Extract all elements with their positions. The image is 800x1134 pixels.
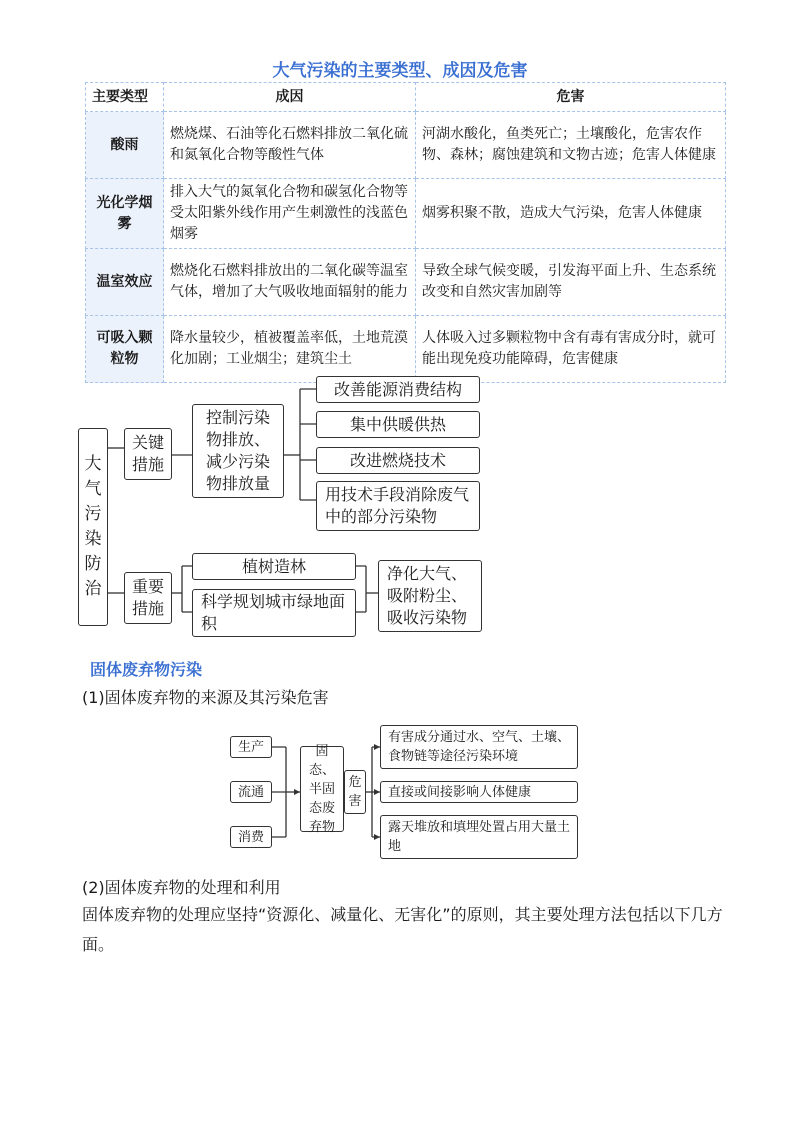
source-box bbox=[230, 826, 272, 848]
effect-box bbox=[378, 560, 482, 632]
source-box bbox=[230, 736, 272, 758]
row-cause: 排入大气的氮氧化合物和碳氢化合物等受太阳紫外线作用产生刺激性的浅蓝色烟雾 bbox=[164, 179, 416, 249]
control-box bbox=[192, 404, 284, 498]
harm-box bbox=[380, 815, 578, 859]
root-box bbox=[78, 428, 108, 626]
root-label: 大气污染防治 bbox=[84, 454, 102, 599]
row-harm: 导致全球气候变暖，引发海平面上升、生态系统改变和自然灾害加剧等 bbox=[416, 249, 726, 316]
harm-text: 有害成分通过水、空气、土壤、食物链等途径污染环境 bbox=[388, 730, 571, 764]
subheading-1: (1)固体废弃物的来源及其污染危害 bbox=[82, 688, 329, 707]
control-item-box bbox=[316, 481, 480, 531]
row-harm: 烟雾积聚不散，造成大气污染，危害人体健康 bbox=[416, 179, 726, 249]
header-type: 主要类型 bbox=[86, 83, 164, 112]
row-harm: 人体吸入过多颗粒物中含有毒有害成分时，就可能出现免疫功能障碍，危害健康 bbox=[416, 316, 726, 383]
control-label: 控制污染物排放、减少污染物排放量 bbox=[205, 408, 270, 493]
row-type: 可吸入颗粒物 bbox=[86, 316, 164, 383]
harm-label: 危害 bbox=[348, 775, 362, 809]
control-item-label: 改进燃烧技术 bbox=[349, 450, 446, 470]
page-title: 大气污染的主要类型、成因及危害 bbox=[272, 61, 528, 81]
subheading-2: (2)固体废弃物的处理和利用 bbox=[82, 878, 281, 897]
source-label: 消费 bbox=[237, 829, 264, 845]
harm-box bbox=[380, 725, 578, 769]
row-type: 光化学烟雾 bbox=[86, 179, 164, 249]
row-cause: 燃烧煤、石油等化石燃料排放二氧化硫和氮氧化合物等酸性气体 bbox=[164, 112, 416, 179]
row-cause: 燃烧化石燃料排放出的二氧化碳等温室气体，增加了大气吸收地面辐射的能力 bbox=[164, 249, 416, 316]
row-type: 温室效应 bbox=[86, 249, 164, 316]
waste-box bbox=[300, 743, 344, 835]
paragraph: 固体废弃物的处理应坚持“资源化、减量化、无害化”的原则，其主要处理方法包括以下几方面。 bbox=[82, 905, 723, 954]
header-cause: 成因 bbox=[164, 83, 416, 112]
row-type: 酸雨 bbox=[86, 112, 164, 179]
row-harm: 河湖水酸化，鱼类死亡；土壤酸化，危害农作物、森林；腐蚀建筑和文物古迹；危害人体健康 bbox=[416, 112, 726, 179]
control-item-box bbox=[316, 376, 480, 403]
harm-text: 露天堆放和填埋处置占用大量土地 bbox=[388, 820, 571, 854]
waste-label: 固态、半固态废弃物 bbox=[308, 743, 335, 835]
key-measures-label: 关键措施 bbox=[131, 433, 164, 474]
effect-label: 净化大气、吸附粉尘、吸收污染物 bbox=[387, 564, 468, 627]
source-label: 生产 bbox=[237, 739, 264, 755]
header-harm: 危害 bbox=[416, 83, 726, 112]
important-item-label: 科学规划城市绿地面积 bbox=[201, 592, 346, 633]
source-box bbox=[230, 781, 272, 803]
important-measures-label: 重要措施 bbox=[131, 577, 164, 618]
important-item-box bbox=[192, 553, 356, 580]
control-item-label: 改善能源消费结构 bbox=[333, 379, 462, 399]
important-measures-box bbox=[124, 572, 172, 624]
control-item-box bbox=[316, 447, 480, 474]
source-label: 流通 bbox=[237, 784, 264, 800]
important-item-label: 植树造林 bbox=[241, 556, 306, 576]
important-item-box bbox=[192, 589, 356, 637]
section-heading: 固体废弃物污染 bbox=[90, 660, 203, 679]
control-item-label: 用技术手段消除废气中的部分污染物 bbox=[325, 485, 470, 526]
control-item-box bbox=[316, 411, 480, 438]
harm-label-box bbox=[344, 770, 366, 814]
row-cause: 降水量较少，植被覆盖率低，土地荒漠化加剧；工业烟尘；建筑尘土 bbox=[164, 316, 416, 383]
key-measures-box bbox=[124, 428, 172, 480]
control-item-label: 集中供暖供热 bbox=[349, 414, 446, 434]
harm-text: 直接或间接影响人体健康 bbox=[388, 784, 532, 800]
harm-box bbox=[380, 781, 578, 803]
